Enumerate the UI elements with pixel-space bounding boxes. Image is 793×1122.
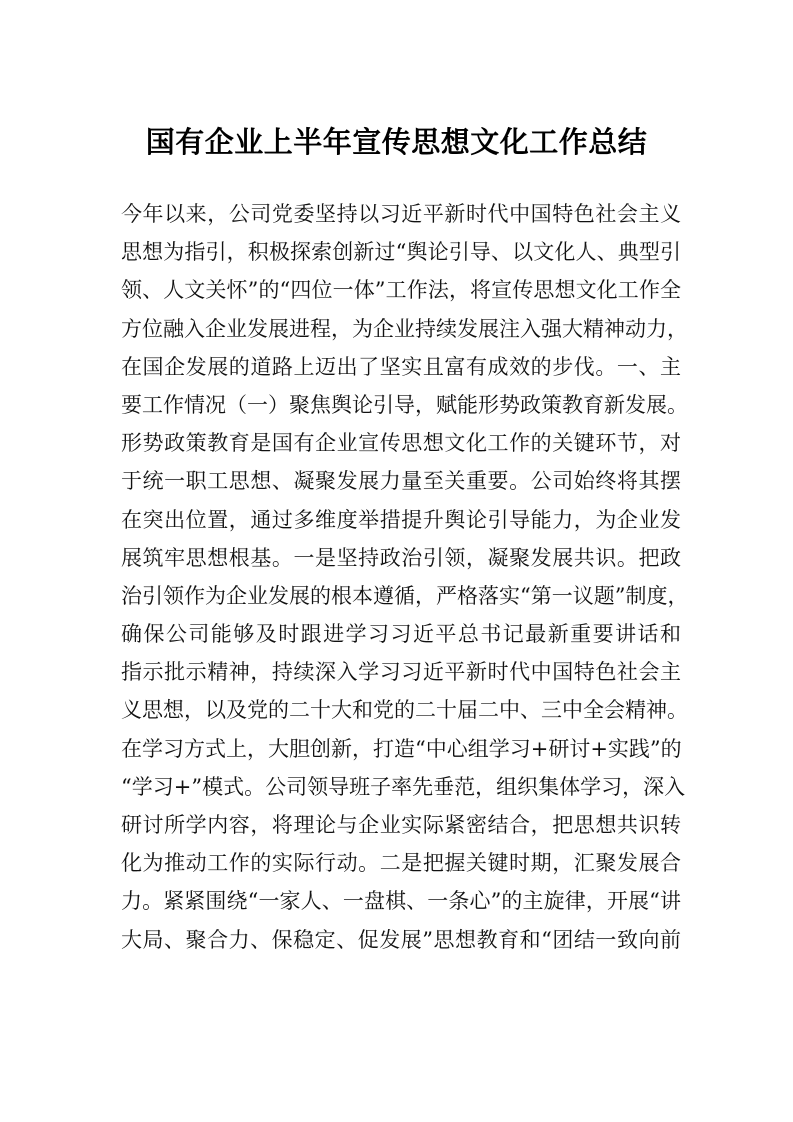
body-line: 展筑牢思想根基。一是坚持政治引领，凝聚发展共识。把政 <box>121 545 681 570</box>
body-line: 力。紧紧围绕“一家人、一盘棋、一条心”的主旋律，开展“讲 <box>121 889 681 914</box>
body-line: 义思想，以及党的二十大和党的二十届二中、三中全会精神。 <box>121 698 688 723</box>
body-line: 形势政策教育是国有企业宣传思想文化工作的关键环节，对 <box>121 431 681 456</box>
body-line: 大局、聚合力、保稳定、促发展”思想教育和“团结一致向前 <box>121 927 681 952</box>
document-title: 国有企业上半年宣传思想文化工作总结 <box>145 125 648 159</box>
body-line: 指示批示精神，持续深入学习习近平新时代中国特色社会主 <box>121 660 681 685</box>
body-line: 在学习方式上，大胆创新，打造“中心组学习+研讨+实践”的 <box>121 736 682 761</box>
body-line: 于统一职工思想、凝聚发展力量至关重要。公司始终将其摆 <box>121 469 681 494</box>
body-line: 化为推动工作的实际行动。二是把握关键时期，汇聚发展合 <box>121 851 681 876</box>
body-line: 研讨所学内容，将理论与企业实际紧密结合，把思想共识转 <box>121 813 681 837</box>
body-line: “学习+”模式。公司领导班子率先垂范，组织集体学习，深入 <box>121 774 686 799</box>
body-line: 在突出位置，通过多维度举措提升舆论引导能力，为企业发 <box>121 507 681 532</box>
body-line: 在国企发展的道路上迈出了坚实且富有成效的步伐。一、主 <box>121 354 681 379</box>
body-line: 方位融入企业发展进程，为企业持续发展注入强大精神动力， <box>121 316 688 341</box>
body-line: 思想为指引，积极探索创新过“舆论引导、以文化人、典型引 <box>121 240 681 265</box>
body-line: 确保公司能够及时跟进学习习近平总书记最新重要讲话和 <box>121 622 681 647</box>
body-line: 治引领作为企业发展的根本遵循，严格落实“第一议题”制度， <box>121 583 689 608</box>
body-line: 今年以来，公司党委坚持以习近平新时代中国特色社会主义 <box>121 202 681 226</box>
body-line: 领、人文关怀”的“四位一体”工作法，将宣传思想文化工作全 <box>121 278 681 303</box>
document-body <box>121 195 689 959</box>
body-line: 要工作情况（一）聚焦舆论引导，赋能形势政策教育新发展。 <box>121 392 688 417</box>
